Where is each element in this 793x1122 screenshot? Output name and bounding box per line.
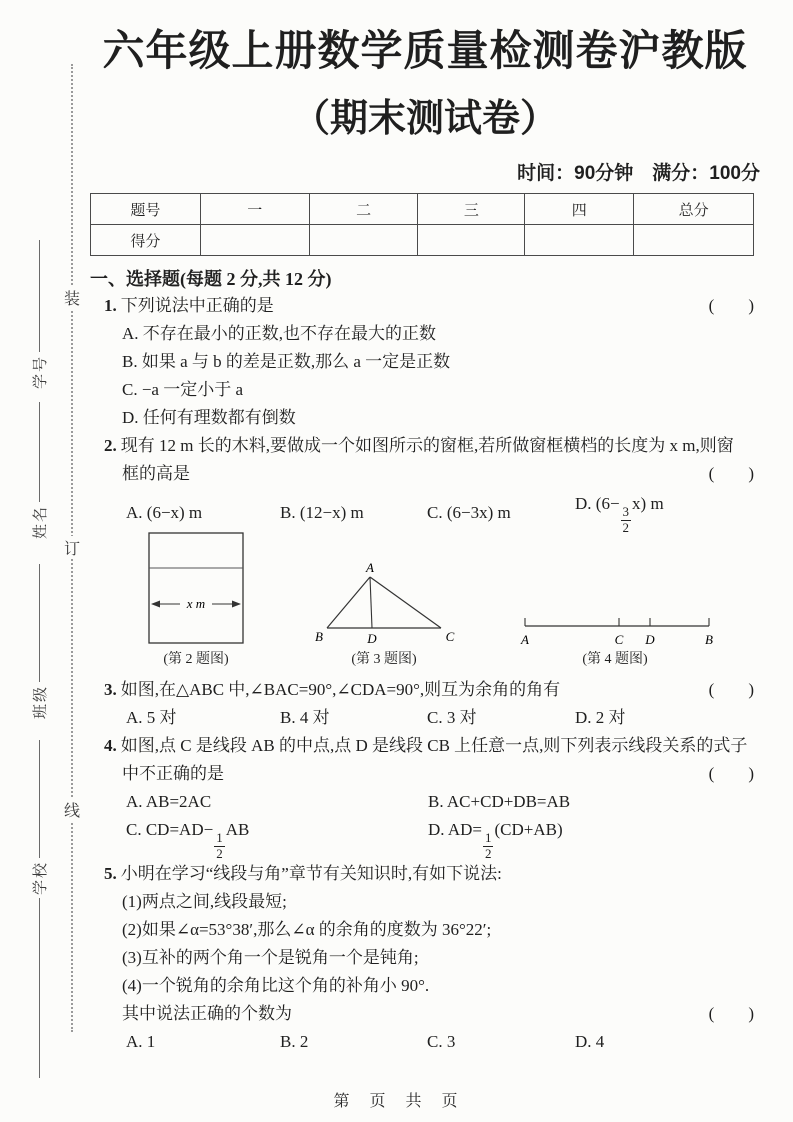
question-3-stem: 3. 如图,在△ABC 中,∠BAC=90°,∠CDA=90°,则互为余角的角有 ( ) <box>90 676 760 704</box>
question-1-option-d: D. 任何有理数都有倒数 <box>122 408 296 427</box>
question-5-options <box>90 1028 760 1056</box>
score-cell-4 <box>525 225 634 256</box>
figure-3-caption: (第 3 题图) <box>351 652 417 667</box>
question-4-number: 4. <box>104 736 117 755</box>
triangle-point-d-label: D <box>367 631 377 646</box>
question-2-options <box>90 488 760 538</box>
question-4-option-c: C. CD=AD− $\frac{1}{2}$ AB <box>126 820 250 862</box>
segment-point-a-label: A <box>521 632 529 647</box>
question-5-statement-4: (4)一个锐角的余角比这个角的补角小 90°. <box>122 976 430 995</box>
exam-content <box>90 0 760 1056</box>
school-label: 学校 <box>32 860 49 895</box>
question-4-answer-blank: ( ) <box>708 764 754 783</box>
score-header-4: 四 <box>525 194 634 225</box>
question-3-answer-blank: ( ) <box>708 680 754 699</box>
question-2-option-d: D. (6− $\frac{3}{2}$ x) m <box>575 493 664 536</box>
score-row-label: 得分 <box>91 225 201 256</box>
name-label: 姓名 <box>32 504 49 539</box>
question-3-option-c: C. 3 对 <box>427 708 477 727</box>
figure-4-caption: (第 4 题图) <box>582 652 648 667</box>
question-5-statement-1: (1)两点之间,线段最短; <box>122 892 287 911</box>
name-field <box>28 397 50 542</box>
question-2-answer-blank: ( ) <box>708 464 754 483</box>
score-cell-total <box>634 225 754 256</box>
triangle-vertex-c-label: C <box>445 629 455 644</box>
question-4-options-row2 <box>90 816 760 860</box>
segment-point-d-label: D <box>645 632 655 647</box>
question-5-stem: 5. 小明在学习“线段与角”章节有关知识时,有如下说法: <box>104 864 502 883</box>
student-number-label: 学号 <box>32 354 49 389</box>
page-subtitle: （期末测试卷） <box>291 98 558 140</box>
figures-row <box>90 538 760 668</box>
question-3-option-d: D. 2 对 <box>575 708 626 727</box>
question-5-option-d: D. 4 <box>575 1032 605 1051</box>
question-4-option-d: D. AD= $\frac{1}{2}$ (CD+AB) <box>428 820 563 862</box>
question-3-number: 3. <box>104 680 117 699</box>
page-footer: 第 页 共 页 <box>333 1093 460 1110</box>
question-5-statement-2: (2)如果∠α=53°38′,那么∠α 的余角的度数为 36°22′; <box>122 920 492 939</box>
score-cell-1 <box>200 225 309 256</box>
class-blank <box>39 564 40 682</box>
question-2-option-a: A. (6−x) m <box>126 503 203 522</box>
score-header-1: 一 <box>200 194 309 225</box>
score-table-header-row <box>91 194 754 225</box>
question-3-options <box>90 704 760 732</box>
page-title: 六年级上册数学质量检测卷沪教版 <box>102 27 748 74</box>
fraction-one-half: $\frac{1}{2}$ <box>484 830 492 862</box>
figure-2-caption: (第 2 题图) <box>163 652 229 667</box>
question-1-number: 1. <box>104 296 117 315</box>
question-3-option-b: B. 4 对 <box>280 708 330 727</box>
question-5-option-c: C. 3 <box>427 1032 456 1051</box>
question-1-options <box>90 320 760 432</box>
score-header-2: 二 <box>309 194 418 225</box>
score-cell-2 <box>309 225 418 256</box>
question-1-answer-blank: ( ) <box>708 296 754 315</box>
window-width-label: x m <box>186 596 206 611</box>
question-5-answer-blank: ( ) <box>708 1004 754 1023</box>
school-blank-2 <box>39 898 40 1078</box>
question-2-option-c: C. (6−3x) m <box>427 503 511 522</box>
segment-point-b-label: B <box>705 632 713 647</box>
binding-char-xian: 线 <box>62 798 82 821</box>
exam-meta: 时间：90分钟 满分：100分 <box>517 163 760 184</box>
question-1-option-a: A. 不存在最小的正数,也不存在最大的正数 <box>122 324 437 343</box>
student-number-blank <box>39 240 40 352</box>
question-5-final-line: 其中说法正确的个数为 ( ) <box>90 1000 760 1028</box>
question-4-option-a: A. AB=2AC <box>126 792 212 811</box>
question-4-option-b: B. AC+CD+DB=AB <box>428 792 571 811</box>
question-2-stem: 2. 现有 12 m 长的木料,要做成一个如图所示的窗框,若所做窗框横档的长度为 x m,则窗 <box>104 436 734 455</box>
question-5-statement-3: (3)互补的两个角一个是锐角一个是钝角; <box>122 948 419 967</box>
question-5-option-a: A. 1 <box>126 1032 156 1051</box>
student-number-field <box>28 232 50 392</box>
fraction-three-halves: $\frac{3}{2}$ <box>622 504 630 536</box>
score-table <box>90 193 754 256</box>
score-cell-3 <box>418 225 525 256</box>
score-header-total: 总分 <box>634 194 754 225</box>
segment-point-c-label: C <box>614 632 624 647</box>
fraction-one-half: $\frac{1}{2}$ <box>216 830 223 862</box>
school-blank <box>39 740 40 858</box>
binding-char-ding: 订 <box>62 536 82 559</box>
question-2-stem-line2: 框的高是 ( ) <box>90 460 760 488</box>
question-1-option-b: B. 如果 a 与 b 的差是正数,那么 a 一定是正数 <box>122 352 451 371</box>
figure-window-frame <box>148 532 244 644</box>
figure-triangle-abc <box>315 562 465 662</box>
score-header-tihao: 题号 <box>91 194 201 225</box>
question-5-number: 5. <box>104 864 117 883</box>
name-blank <box>39 402 40 502</box>
question-2-option-b: B. (12−x) m <box>280 503 364 522</box>
question-4-options-row1 <box>90 788 760 816</box>
class-field <box>28 557 50 722</box>
triangle-vertex-b-label: B <box>315 629 323 644</box>
class-label: 班级 <box>32 684 49 719</box>
question-5-option-b: B. 2 <box>280 1032 309 1051</box>
question-4-stem-line2: 中不正确的是 ( ) <box>90 760 760 788</box>
question-1-option-c: C. −a 一定小于 a <box>122 380 244 399</box>
binding-char-zhuang: 装 <box>62 286 82 309</box>
question-4-stem: 4. 如图,点 C 是线段 AB 的中点,点 D 是线段 CB 上任意一点,则下列表示线段关系的式子 <box>104 736 748 755</box>
question-3-option-a: A. 5 对 <box>126 708 177 727</box>
question-1-stem: 1. 下列说法中正确的是 ( ) <box>90 292 760 320</box>
question-5-statements <box>90 888 760 1028</box>
school-field <box>28 733 50 1078</box>
section-heading: 一、选择题(每题 2 分,共 12 分) <box>90 269 332 289</box>
question-2-number: 2. <box>104 436 117 455</box>
score-table-score-row <box>91 225 754 256</box>
triangle-vertex-a-label: A <box>366 560 374 575</box>
score-header-3: 三 <box>418 194 525 225</box>
